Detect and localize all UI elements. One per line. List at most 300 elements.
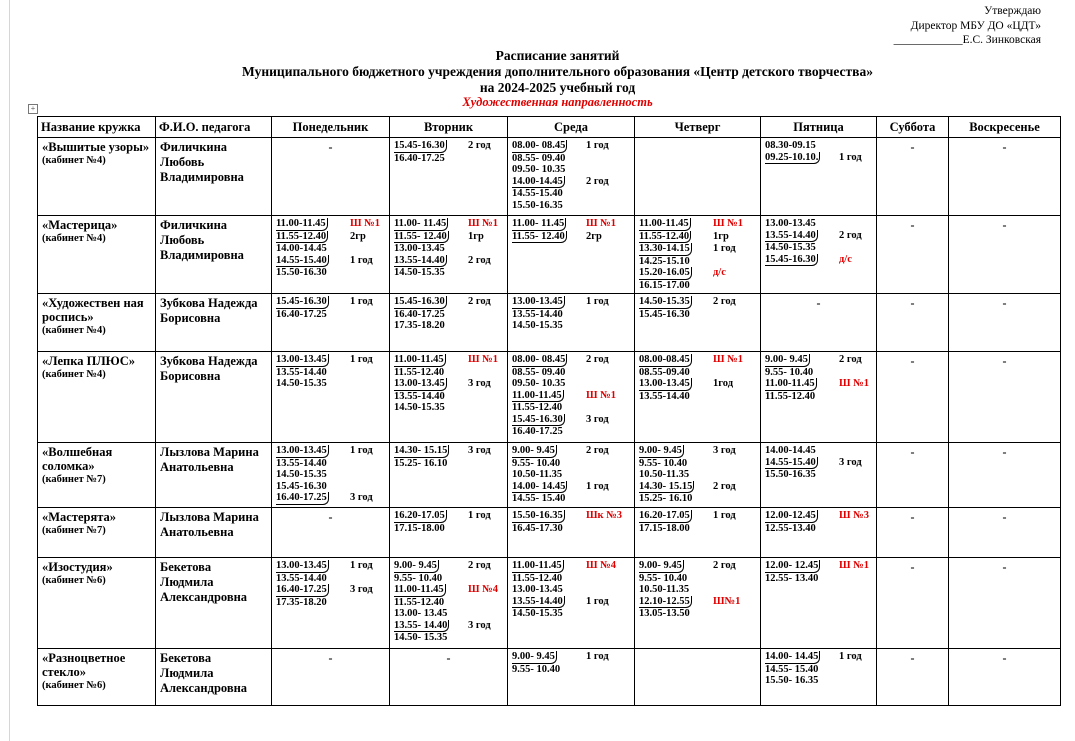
teacher-cell	[156, 216, 272, 294]
time-range: 14.50-15.35	[394, 402, 445, 413]
time-slot	[765, 367, 872, 379]
empty-dash: -	[1002, 560, 1007, 574]
time-slot	[394, 402, 503, 414]
group-label: 1 год	[839, 651, 862, 662]
time-range: 15.45-16.30	[276, 480, 327, 492]
day-cell	[390, 649, 508, 706]
teacher-name: Филичкина Любовь Владимировна	[160, 140, 244, 184]
time-slot	[276, 458, 385, 470]
time-slot	[639, 481, 756, 494]
time-slot	[512, 573, 630, 585]
time-range: 08.00- 08.45	[512, 140, 566, 151]
empty-dash: -	[446, 651, 451, 665]
school-label: Ш №4	[468, 584, 498, 595]
time-slot	[639, 378, 756, 391]
teacher-cell	[156, 294, 272, 352]
time-range: 10.50-11.35	[512, 469, 563, 480]
time-range: 13.55- 14.40	[394, 619, 448, 631]
time-range: 08.00- 08.45	[512, 354, 566, 365]
time-range: 08.00-08.45	[639, 354, 690, 365]
group-label: 2 год	[586, 354, 609, 365]
time-slot	[394, 153, 503, 165]
time-slot	[639, 296, 756, 309]
empty-dash: -	[1002, 140, 1007, 154]
time-range: 15.25- 16.10	[639, 493, 693, 504]
day-cell	[949, 294, 1061, 352]
time-range: 08.30-09.15	[765, 140, 816, 151]
time-slot	[394, 560, 503, 573]
time-range: 14.50-15.35	[512, 608, 563, 619]
time-slot	[276, 309, 385, 321]
group-label: 2 год	[468, 560, 491, 571]
table-row	[38, 443, 1061, 508]
group-label: 2 год	[468, 140, 491, 151]
time-slot	[639, 367, 756, 379]
time-range: 17.15-18.00	[394, 522, 445, 534]
table-row	[38, 352, 1061, 443]
time-slot	[639, 573, 756, 585]
time-range: 16.40-17.25	[512, 426, 563, 437]
time-range: 14.30- 15.15	[394, 445, 448, 456]
day-cell	[635, 558, 761, 649]
time-range: 11.00-11.45	[394, 584, 444, 595]
time-slot	[512, 510, 630, 523]
time-range: 17.35-18.20	[394, 320, 445, 331]
time-range: 11.55-12.40	[276, 230, 327, 242]
time-slot	[276, 481, 385, 493]
time-slot	[512, 523, 630, 535]
time-range: 11.00-11.45	[512, 389, 562, 401]
club-name: «Вышитые узоры»	[42, 140, 150, 154]
time-slot	[394, 255, 503, 268]
club-name: «Художествен ная роспись»	[42, 296, 144, 324]
time-range: 15.45-16.30	[512, 413, 563, 425]
time-range: 09.50- 10.35	[512, 164, 566, 175]
time-slot	[276, 267, 385, 279]
time-range: 16.20-17.05	[639, 510, 690, 521]
time-range: 9.55- 10.40	[394, 572, 443, 584]
time-slot	[639, 218, 756, 231]
club-cell	[38, 352, 156, 443]
time-slot	[639, 231, 756, 244]
title-line: на 2024-2025 учебный год	[479, 80, 636, 95]
group-label: 3 год	[468, 445, 491, 456]
school-label: Ш №4	[586, 560, 616, 571]
time-range: 12.55-13.40	[765, 522, 816, 534]
time-range: 13.55-14.40	[765, 229, 816, 241]
time-range: 9.55- 10.40	[765, 366, 814, 378]
time-range: 13.00-13.45	[639, 378, 690, 389]
time-range: 14.50-15.35	[639, 296, 690, 307]
group-label: 1 год	[350, 354, 373, 365]
time-slot	[512, 493, 630, 505]
day-cell	[761, 138, 877, 216]
day-cell	[390, 443, 508, 508]
empty-dash: -	[328, 140, 333, 154]
time-slot	[276, 255, 385, 268]
time-range: 15.20-16.05	[639, 267, 690, 278]
day-cell	[272, 294, 390, 352]
table-row	[38, 558, 1061, 649]
cabinet-label: (кабинет №4)	[42, 369, 106, 380]
time-slot	[276, 218, 385, 231]
time-slot	[765, 152, 872, 165]
time-slot	[394, 573, 503, 585]
school-label: Ш №1	[713, 354, 743, 365]
group-label: 2 год	[468, 254, 491, 266]
empty-dash: -	[1002, 510, 1007, 524]
day-cell	[508, 443, 635, 508]
club-cell	[38, 443, 156, 508]
time-slot	[639, 445, 756, 458]
day-cell	[508, 352, 635, 443]
approval-line: Утверждаю	[984, 5, 1041, 17]
time-slot	[639, 510, 756, 523]
time-range: 17.35-18.20	[276, 596, 327, 608]
time-range: 13.00-13.45	[276, 560, 327, 571]
time-slot	[394, 320, 503, 332]
time-slot	[765, 378, 872, 391]
time-slot	[394, 218, 503, 231]
time-slot	[639, 354, 756, 367]
time-slot	[765, 254, 872, 267]
time-range: 15.50-16.35	[512, 510, 563, 521]
group-label: 1 год	[350, 560, 373, 571]
group-label: 1гр	[713, 230, 729, 242]
time-slot	[276, 367, 385, 379]
cabinet-label: (кабинет №6)	[42, 680, 106, 691]
school-label: Ш №1	[468, 354, 498, 365]
day-cell	[635, 138, 761, 216]
club-cell	[38, 508, 156, 558]
time-slot	[276, 560, 385, 573]
day-cell	[877, 294, 949, 352]
teacher-cell	[156, 558, 272, 649]
time-slot	[639, 267, 756, 280]
day-cell	[635, 352, 761, 443]
day-cell	[877, 138, 949, 216]
time-range: 15.25- 16.10	[394, 457, 448, 469]
time-range: 9.55- 10.40	[639, 572, 688, 584]
time-slot	[394, 296, 503, 309]
time-slot	[639, 309, 756, 321]
group-label: 2 год	[586, 175, 609, 187]
time-range: 15.45-16.30	[276, 296, 327, 307]
day-cell	[761, 508, 877, 558]
time-range: 13.55-14.40	[512, 308, 563, 320]
group-label: 3 год	[468, 619, 491, 631]
time-range: 9.00- 9.45	[394, 560, 437, 571]
day-cell	[508, 558, 635, 649]
time-slot	[765, 675, 872, 687]
group-label: 1 год	[350, 296, 373, 307]
title-line: Расписание занятий	[495, 48, 620, 63]
day-cell	[877, 443, 949, 508]
day-cell	[635, 294, 761, 352]
group-label: 1 год	[350, 445, 373, 456]
day-cell	[877, 649, 949, 706]
group-label: 1 год	[713, 510, 736, 521]
teacher-cell	[156, 508, 272, 558]
time-slot	[512, 608, 630, 620]
club-cell	[38, 216, 156, 294]
time-slot	[512, 320, 630, 332]
time-range: 14.55- 15.40	[512, 493, 566, 504]
time-slot	[512, 231, 630, 244]
time-range: 11.55-12.40	[512, 402, 563, 413]
time-slot	[512, 296, 630, 309]
time-range: 14.50-15.35	[276, 378, 327, 389]
schedule-body	[38, 138, 1061, 706]
time-range: 14.30- 15.15	[639, 480, 693, 492]
time-slot	[765, 469, 872, 481]
time-range: 15.45-16.30	[765, 253, 816, 265]
group-label: 3 год	[350, 492, 373, 503]
time-range: 14.55- 15.40	[765, 663, 819, 675]
time-range: 15.50-16.35	[765, 469, 816, 480]
time-slot	[276, 584, 385, 597]
empty-dash: -	[816, 296, 821, 310]
time-slot	[512, 367, 630, 379]
time-range: 10.50-11.35	[639, 584, 690, 595]
club-name: «Мастерица»	[42, 218, 118, 232]
empty-dash: -	[1002, 651, 1007, 665]
table-move-handle-icon[interactable]: +	[28, 104, 38, 114]
time-range: 9.55- 10.40	[512, 457, 561, 469]
time-slot	[394, 584, 503, 597]
teacher-cell	[156, 352, 272, 443]
subtitle: Художественная направленность	[462, 95, 653, 109]
time-range: 15.50-16.35	[512, 199, 563, 211]
time-range: 13.55-14.40	[276, 366, 327, 378]
school-label: Ш №1	[586, 218, 616, 229]
time-range: 14.50-15.35	[276, 469, 327, 480]
time-slot	[765, 140, 872, 152]
group-label: 2 год	[839, 229, 862, 241]
empty-dash: -	[910, 296, 915, 310]
day-cell	[272, 649, 390, 706]
column-header: Четверг	[635, 117, 761, 138]
group-label: 1гр	[468, 230, 484, 242]
time-range: 16.40-17.25	[276, 308, 327, 320]
teacher-name: Лызлова Марина Анатольевна	[160, 445, 259, 474]
time-slot	[765, 230, 872, 243]
day-cell	[635, 443, 761, 508]
day-cell	[508, 649, 635, 706]
empty-dash: -	[1002, 218, 1007, 232]
day-cell	[508, 294, 635, 352]
time-slot	[639, 280, 756, 292]
time-slot	[394, 231, 503, 244]
time-range: 16.40-17.25	[394, 152, 445, 164]
cabinet-label: (кабинет №4)	[42, 325, 106, 336]
time-range: 08.55-09.40	[639, 366, 690, 378]
day-cell	[390, 352, 508, 443]
time-slot	[276, 597, 385, 609]
day-cell	[761, 558, 877, 649]
day-cell	[272, 558, 390, 649]
time-range: 12.00- 12.45	[765, 560, 819, 571]
time-slot	[512, 481, 630, 494]
cabinet-label: (кабинет №4)	[42, 155, 106, 166]
day-cell	[272, 138, 390, 216]
club-cell	[38, 558, 156, 649]
time-range: 16.40-17.25	[276, 492, 327, 503]
time-range: 09.50- 10.35	[512, 378, 566, 389]
group-label: 3 год	[350, 584, 373, 595]
group-label: 1 год	[586, 480, 609, 492]
time-slot	[512, 176, 630, 189]
time-range: 11.00-11.45	[639, 218, 689, 229]
time-slot	[765, 242, 872, 254]
time-slot	[394, 608, 503, 620]
time-range: 11.00- 11.45	[512, 218, 565, 229]
group-label: 3 год	[468, 378, 491, 389]
column-header: Среда	[508, 117, 635, 138]
day-cell	[272, 508, 390, 558]
day-cell	[508, 138, 635, 216]
time-range: 14.00- 14.45	[765, 651, 819, 662]
time-slot	[639, 243, 756, 256]
time-range: 9.00- 9.45	[639, 445, 682, 456]
time-slot	[394, 510, 503, 523]
time-range: 14.25-15.10	[639, 255, 690, 267]
empty-dash: -	[328, 651, 333, 665]
time-slot	[765, 510, 872, 523]
time-range: 13.55-14.40	[639, 390, 690, 402]
day-cell	[390, 216, 508, 294]
time-slot	[394, 391, 503, 403]
time-slot	[512, 218, 630, 231]
time-slot	[394, 309, 503, 321]
approval-block	[894, 4, 1041, 48]
club-cell	[38, 294, 156, 352]
time-range: 12.00-12.45	[765, 510, 816, 521]
group-label: 1 год	[586, 651, 609, 662]
time-range: 14.55-15.40	[765, 456, 816, 468]
time-range: 15.50- 16.35	[765, 675, 819, 686]
column-header: Воскресенье	[949, 117, 1061, 138]
club-name: «Разноцветное стекло»	[42, 651, 126, 679]
time-slot	[512, 458, 630, 470]
time-range: 9.55- 10.40	[639, 457, 688, 469]
school-label: Ш №1	[713, 218, 743, 229]
day-cell	[390, 138, 508, 216]
school-label: Ш №1	[586, 389, 616, 401]
empty-dash: -	[910, 354, 915, 368]
time-range: 9.00- 9.45	[765, 354, 808, 365]
empty-dash: -	[1002, 445, 1007, 459]
time-range: 13.30-14.15	[639, 243, 690, 254]
time-range: 11.55-12.40	[512, 572, 563, 584]
day-cell	[761, 352, 877, 443]
time-slot	[276, 573, 385, 585]
group-label: 1год	[713, 378, 734, 389]
group-label: 2гр	[350, 230, 366, 242]
empty-dash: -	[1002, 296, 1007, 310]
time-slot	[512, 414, 630, 427]
time-slot	[512, 200, 630, 212]
time-slot	[394, 458, 503, 470]
day-cell	[635, 508, 761, 558]
school-label: Ш №1	[350, 218, 380, 229]
time-range: 16.15-17.00	[639, 279, 690, 291]
time-slot	[512, 584, 630, 596]
empty-dash: -	[328, 510, 333, 524]
group-label: 2 год	[713, 296, 736, 307]
group-label: 1 год	[713, 243, 736, 254]
teacher-name: Филичкина Любовь Владимировна	[160, 218, 244, 262]
time-range: 14.00- 14.45	[512, 480, 566, 492]
time-slot	[276, 469, 385, 481]
time-range: 11.55-12.40	[765, 390, 816, 402]
time-slot	[512, 354, 630, 367]
time-slot	[512, 164, 630, 176]
group-label: 1 год	[468, 510, 491, 521]
time-slot	[765, 218, 872, 230]
table-row	[38, 138, 1061, 216]
day-cell	[761, 649, 877, 706]
time-slot	[394, 597, 503, 609]
time-range: 13.55-14.40	[394, 254, 445, 266]
day-cell	[761, 216, 877, 294]
time-slot	[765, 560, 872, 573]
empty-dash: -	[1002, 354, 1007, 368]
day-cell	[761, 443, 877, 508]
time-slot	[394, 140, 503, 153]
time-slot	[765, 523, 872, 535]
time-slot	[639, 493, 756, 505]
group-label: 3 год	[586, 413, 609, 425]
time-slot	[394, 620, 503, 633]
column-header: Понедельник	[272, 117, 390, 138]
time-range: 13.55-14.40	[512, 595, 563, 607]
time-range: 15.45-16.30	[394, 140, 445, 151]
cabinet-label: (кабинет №6)	[42, 575, 106, 586]
header-row	[38, 117, 1061, 138]
school-label: Ш №1	[839, 560, 869, 571]
school-label: Ш№1	[713, 595, 741, 607]
table-row	[38, 649, 1061, 706]
time-range: 14.00-14.45	[512, 175, 563, 187]
time-slot	[512, 445, 630, 458]
time-slot	[639, 560, 756, 573]
approval-line: ____________Е.С. Зинковская	[893, 34, 1041, 46]
teacher-name: Бекетова Людмила Александровна	[160, 651, 248, 695]
time-slot	[765, 457, 872, 470]
time-range: 12.10-12.55	[639, 595, 690, 607]
time-slot	[512, 469, 630, 481]
school-label: Ш №3	[839, 510, 869, 521]
school-label: Ш №1	[839, 378, 869, 389]
time-slot	[276, 231, 385, 244]
time-slot	[276, 354, 385, 367]
time-slot	[394, 378, 503, 391]
time-range: 11.00-11.45	[765, 378, 815, 389]
group-label: 1 год	[839, 151, 862, 163]
group-label: 2 год	[468, 296, 491, 307]
time-slot	[394, 523, 503, 535]
time-range: 13.00-13.45	[512, 296, 563, 307]
day-cell	[949, 443, 1061, 508]
time-slot	[639, 608, 756, 620]
school-label: д/с	[713, 267, 726, 278]
time-range: 11.55- 12.40	[394, 230, 447, 242]
time-slot	[512, 140, 630, 153]
time-slot	[512, 378, 630, 390]
time-range: 13.00-13.45	[276, 354, 327, 365]
time-slot	[276, 378, 385, 390]
